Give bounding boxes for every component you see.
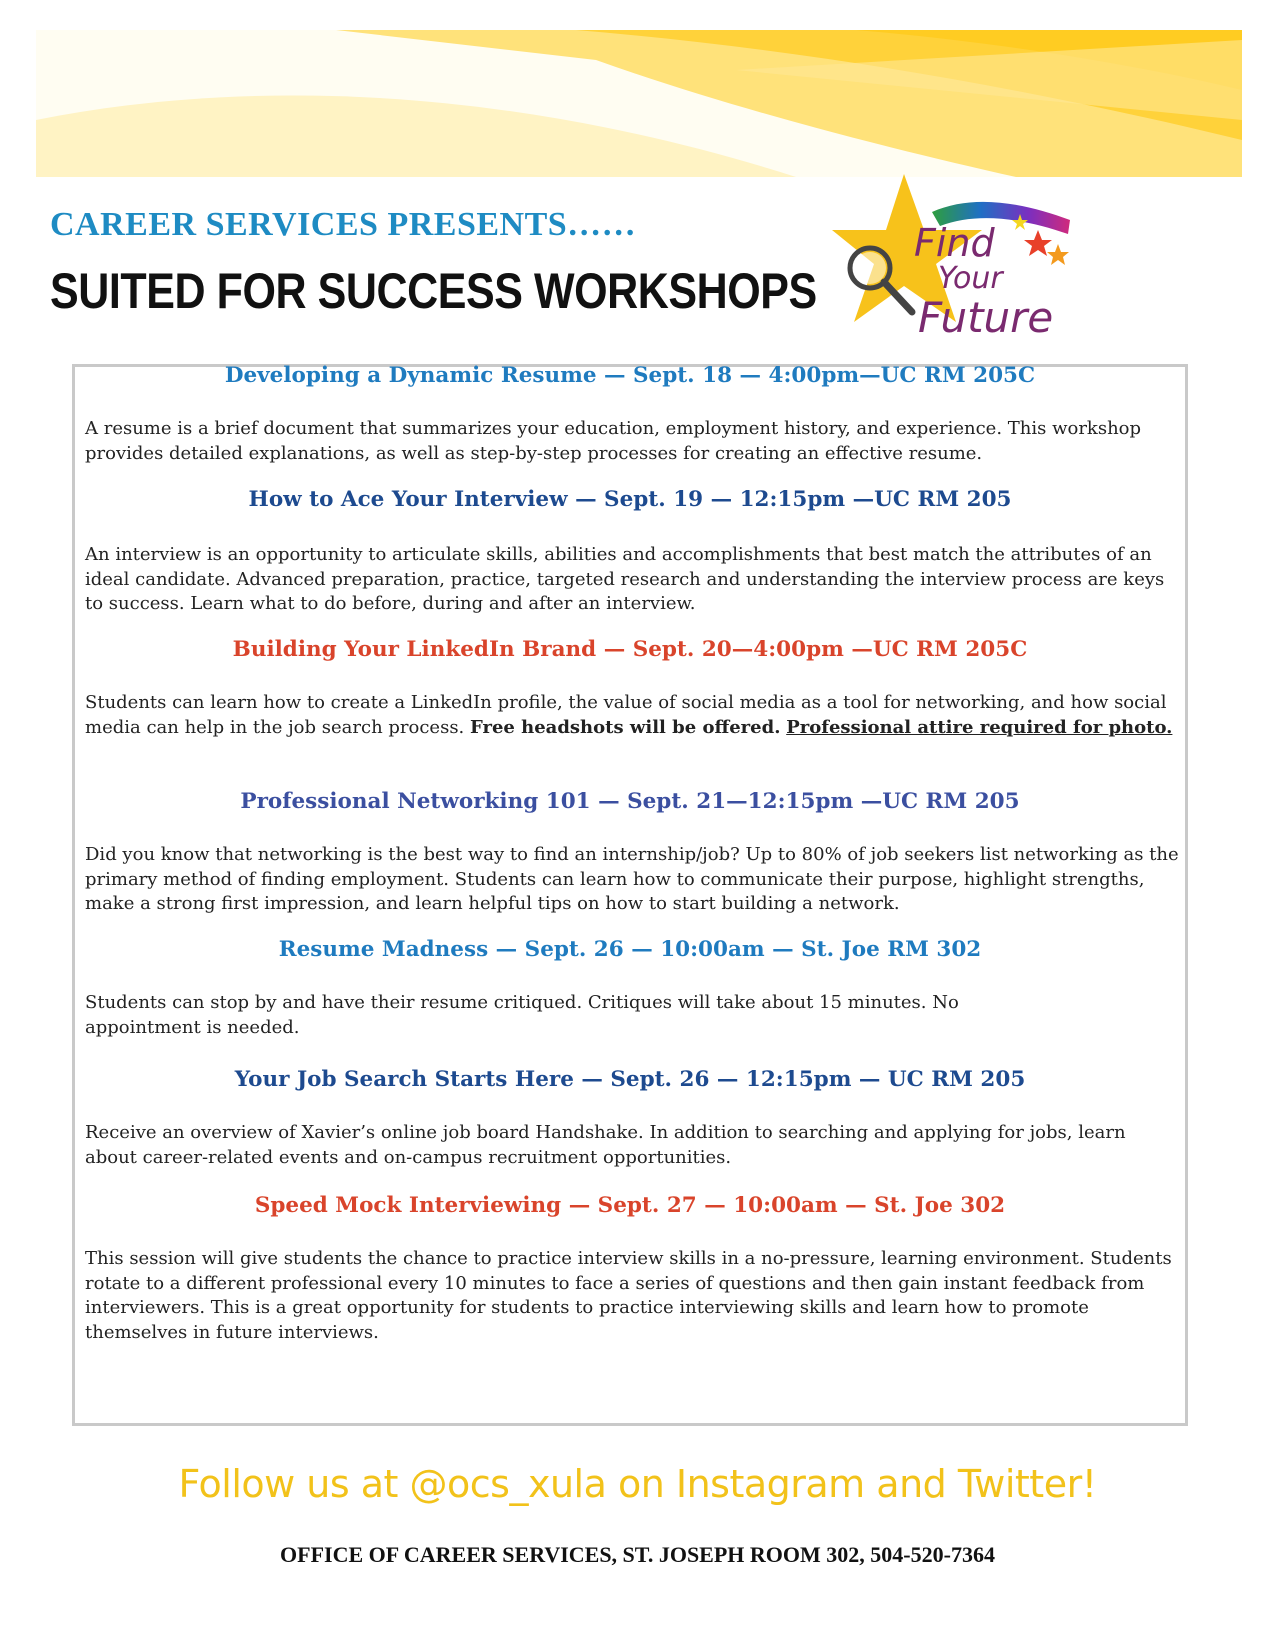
workshop-description-text: Students can learn how to create a LinkedIn profile, the value of social media as a tool for networking, and how social media can help in the job search process.: [85, 692, 1167, 738]
workshop-description: An interview is an opportunity to articulate skills, abilities and accomplishments that best match the attributes of an ideal candidate. Advanced preparation, practice, targeted research and understanding the interview process are keys to success. Learn what to do before, during and after an interview.: [85, 544, 1165, 614]
social-follow-line: Follow us at @ocs_xula on Instagram and Twitter!: [178, 1462, 1097, 1506]
workshop-description: Did you know that networking is the best way to find an internship/job? Up to 80% of job seekers list networking as the primary method of finding employment. Students can learn how to communicate their purpose, highlight strengths, make a strong first impression, and learn helpful tips on how to start building a network.: [85, 844, 1179, 914]
workshop-description: This session will give students the chance to practice interview skills in a no-pressure, learning environment. Students rotate to a different professional every 10 minutes to face a series of questions and then gain instant feedback from interviewers. This is a great opportunity for students to practice interviewing skills and learn how to promote themselves in future interviews.: [85, 1248, 1172, 1343]
workshop-heading: Professional Networking 101 — Sept. 21—12:15pm —UC RM 205: [240, 789, 1020, 814]
presents-heading: CAREER SERVICES PRESENTS……: [50, 206, 637, 243]
office-contact-footer: OFFICE OF CAREER SERVICES, ST. JOSEPH ROOM 302, 504-520-7364: [280, 1542, 995, 1567]
workshop-heading: Resume Madness — Sept. 26 — 10:00am — St. Joe RM 302: [278, 937, 982, 962]
workshop-heading: Building Your LinkedIn Brand — Sept. 20—4:00pm —UC RM 205C: [232, 637, 1028, 662]
workshop-heading: Your Job Search Starts Here — Sept. 26 — 12:15pm — UC RM 205: [234, 1067, 1026, 1092]
workshop-heading: Developing a Dynamic Resume — Sept. 18 — 4:00pm—UC RM 205C: [224, 363, 1036, 388]
workshop-description: Students can stop by and have their resume critiqued. Critiques will take about 15 minutes. No appointment is needed.: [85, 992, 959, 1038]
workshop-description: A resume is a brief document that summarizes your education, employment history, and experience. This workshop provides detailed explanations, as well as step-by-step processes for creating an effective resume.: [85, 418, 1142, 464]
headshots-note: Free headshots will be offered.: [470, 716, 781, 738]
workshop-description: [85, 691, 1181, 740]
find-your-future-logo: [832, 172, 1108, 360]
page-title: SUITED FOR SUCCESS WORKSHOPS: [50, 263, 817, 319]
header-banner: [36, 30, 1242, 177]
workshop-heading: Speed Mock Interviewing — Sept. 27 — 10:00am — St. Joe 302: [254, 1193, 1006, 1218]
workshop-heading: How to Ace Your Interview — Sept. 19 — 12:15pm —UC RM 205: [248, 487, 1012, 512]
attire-note: Professional attire required for photo.: [786, 716, 1173, 738]
logo-word-find: Find: [914, 221, 995, 265]
workshops-panel: [72, 364, 1188, 1426]
logo-word-future: Future: [918, 293, 1054, 342]
workshop-description: Receive an overview of Xavier’s online job board Handshake. In addition to searching and applying for jobs, learn about career-related events and on-campus recruitment opportunities.: [85, 1122, 1126, 1168]
logo-word-your: Your: [938, 261, 1003, 296]
